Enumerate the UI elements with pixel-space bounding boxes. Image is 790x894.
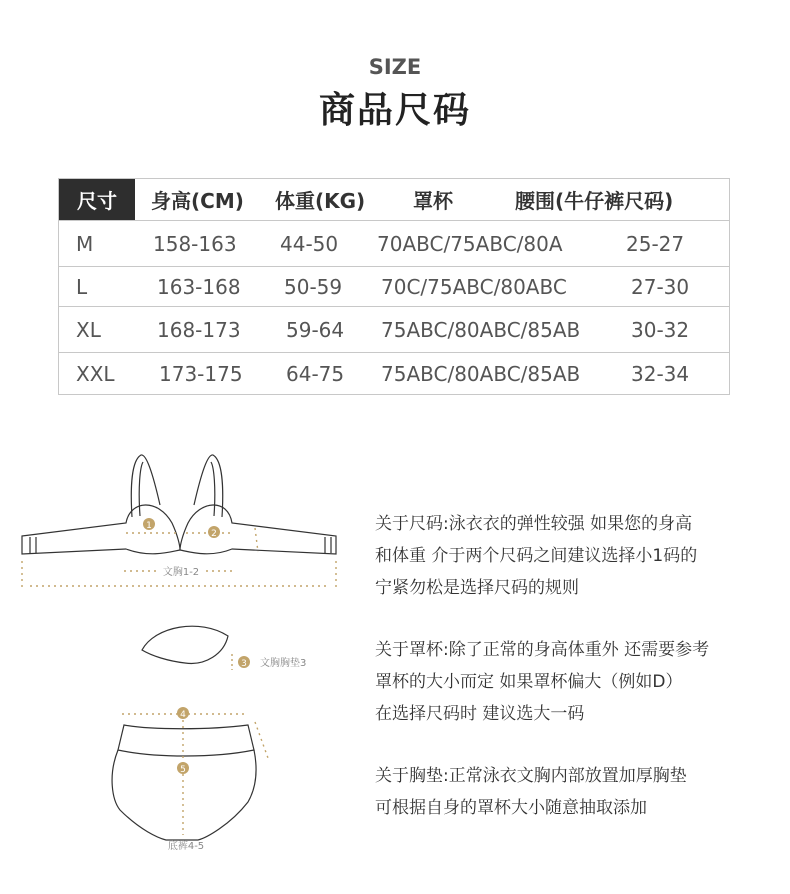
cell-height: 158-163	[153, 231, 237, 256]
bra-measure-lines	[22, 528, 336, 588]
col-header-weight: 体重(KG)	[275, 189, 366, 213]
cell-waist: 32-34	[631, 361, 690, 386]
note-cup	[375, 634, 775, 730]
cell-height: 168-173	[157, 317, 241, 342]
col-header-cup: 罩杯	[413, 189, 453, 213]
title-en: SIZE	[368, 55, 422, 79]
note-size	[375, 508, 775, 604]
note-line: 关于罩杯:除了正常的身高体重外 还需要参考	[375, 640, 710, 660]
cell-weight: 50-59	[284, 274, 343, 299]
title-cn: 商品尺码	[318, 90, 471, 131]
brief-illustration	[112, 725, 256, 840]
cell-height: 163-168	[157, 274, 241, 299]
pad-label: 文胸胸垫3	[260, 658, 307, 669]
cell-cup: 75ABC/80ABC/85AB	[381, 361, 581, 386]
col-header-waist: 腰围(牛仔裤尺码)	[515, 189, 674, 213]
cell-weight: 64-75	[286, 361, 345, 386]
bra-label: 文胸1-2	[162, 567, 200, 578]
cell-waist: 25-27	[626, 231, 685, 256]
table-header-row	[59, 179, 729, 221]
cell-waist: 30-32	[631, 317, 690, 342]
table-row	[59, 267, 729, 307]
cell-waist: 27-30	[631, 274, 690, 299]
marker-1-label: 1	[146, 521, 152, 531]
cell-cup: 70C/75ABC/80ABC	[381, 274, 567, 299]
marker-3-label: 3	[241, 659, 247, 669]
size-table	[58, 178, 730, 395]
size-notes	[375, 508, 775, 824]
note-line: 宁紧勿松是选择尺码的规则	[375, 578, 579, 598]
cell-height: 173-175	[159, 361, 243, 386]
brief-label: 底裤4-5	[167, 841, 205, 852]
note-pad	[375, 760, 775, 824]
table-row	[59, 307, 729, 353]
note-line: 在选择尺码时 建议选大一码	[375, 704, 585, 724]
note-line: 可根据自身的罩杯大小随意抽取添加	[375, 798, 647, 818]
marker-4-label: 4	[180, 710, 186, 720]
brief-measure-lines	[122, 714, 268, 835]
cell-size: M	[76, 231, 94, 256]
note-line: 罩杯的大小而定 如果罩杯偏大（例如D）	[375, 672, 683, 692]
cell-size: XXL	[76, 361, 115, 386]
table-row	[59, 221, 729, 267]
cell-cup: 75ABC/80ABC/85AB	[381, 317, 581, 342]
marker-2-label: 2	[211, 529, 217, 539]
cell-size: XL	[76, 317, 101, 342]
note-line: 关于尺码:泳衣衣的弹性较强 如果您的身高	[375, 514, 693, 534]
note-line: 关于胸垫:正常泳衣文胸内部放置加厚胸垫	[375, 766, 687, 786]
bra-illustration	[22, 455, 336, 554]
marker-5-label: 5	[180, 765, 186, 775]
note-line: 和体重 介于两个尺码之间建议选择小1码的	[375, 546, 698, 566]
cell-weight: 59-64	[286, 317, 345, 342]
cell-cup: 70ABC/75ABC/80A	[377, 231, 563, 256]
table-row	[59, 353, 729, 394]
pad-illustration	[142, 626, 228, 663]
col-header-height: 身高(CM)	[151, 189, 244, 213]
cell-size: L	[76, 274, 88, 299]
measurement-diagram	[0, 440, 360, 870]
col-header-size: 尺寸	[59, 179, 135, 220]
cell-weight: 44-50	[280, 231, 339, 256]
